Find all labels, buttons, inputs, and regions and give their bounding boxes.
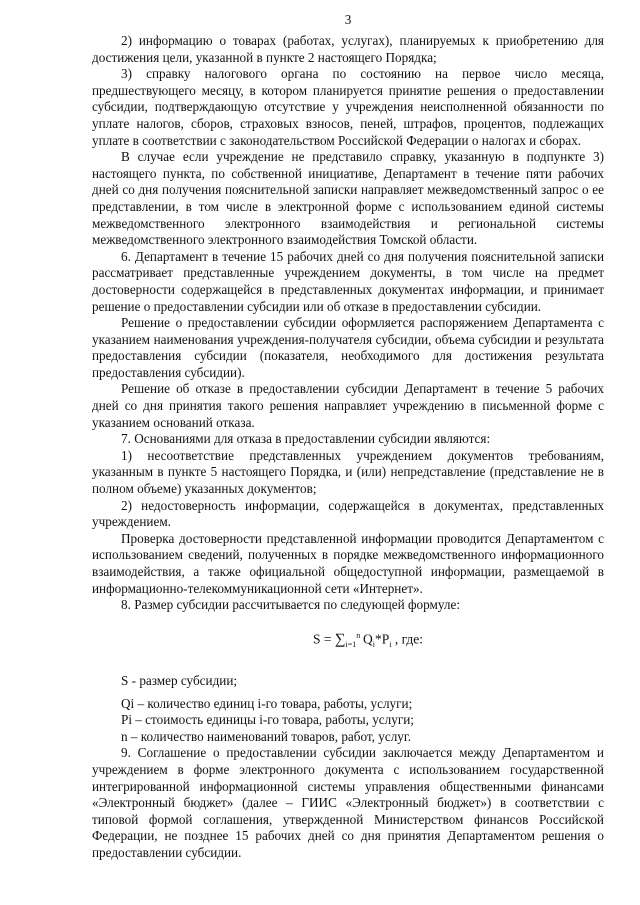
paragraph-decision-grant: Решение о предоставлении субсидии оформляется распоряжением Департамента с указанием наименования учреждения-получателя субсидии, объема субсидии и результата предоставления субсидии (показателя, необходимого для достижения результата предоставления субсидии). — [92, 315, 604, 380]
definition-n: n – количество наименований товаров, работ, услуг. — [121, 728, 412, 744]
page-number: 3 — [344, 12, 352, 27]
paragraph-decision-refusal: Решение об отказе в предоставлении субсидии Департамент в течение 5 рабочих дней со дня принятия такого решения направляет учреждению в письменной форме с указанием оснований отказа. — [92, 381, 604, 430]
paragraph-verification: Проверка достоверности представленной информации проводится Департаментом с использованием сведений, полученных в порядке межведомственного информационного взаимодействия, а также официальной общедоступной информации, размещаемой в информационно-телекоммуникационной сети «Интернет». — [92, 530, 604, 596]
formula-lhs: S = — [312, 631, 335, 647]
formula-term-p-sub: i — [389, 639, 392, 649]
definition-q: Qi – количество единиц i-го товара, работы, услуги; — [121, 695, 413, 711]
subsidy-formula — [132, 626, 604, 655]
paragraph-clause-6: 6. Департамент в течение 15 рабочих дней со дня получения пояснительной записки рассматривает представленные учреждением документы, в том числе на предмет достоверности содержащейся в представленных документах информации, и принимает решение о предоставлении субсидии или об отказе в предоставлении субсидии. — [92, 248, 604, 314]
paragraph-clause-7: 7. Основаниями для отказа в предоставлении субсидии являются: — [121, 431, 491, 447]
definition-p: Pi – стоимость единицы i-го товара, работы, услуги; — [121, 712, 414, 728]
definition-s: S - размер субсидии; — [121, 672, 238, 688]
paragraph-refusal-ground-2: 2) недостоверность информации, содержащейся в документах, представленных учреждением. — [92, 497, 604, 530]
paragraph-interagency-request: В случае если учреждение не представило справку, указанную в подпункте 3) настоящего пункта, по собственной инициативе, Департамент в течение пяти рабочих дней со дня получения пояснительной записки направляет межведомственный запрос о ее представлении, в том числе в электронной форме с использованием единой системы межведомственного электронного взаимодействия и региональной системы межведомственного электронного взаимодействия Томской области. — [92, 149, 604, 248]
formula-sigma: ∑ — [334, 631, 346, 648]
paragraph-refusal-ground-1: 1) несоответствие представленных учреждением документов требованиям, указанным в пункте 5 настоящего Порядка, и (или) непредставление (представление не в полном объеме) указанных документов; — [92, 447, 604, 497]
formula-term-q: Q — [362, 631, 373, 647]
paragraph-clause-8: 8. Размер субсидии рассчитывается по следующей формуле: — [121, 597, 460, 613]
formula-tail: , где: — [391, 631, 424, 647]
formula-term-p: *P — [374, 631, 390, 647]
formula-sigma-sup: n — [356, 630, 361, 640]
formula-term-q-sub: i — [372, 639, 375, 649]
paragraph-clause-9: 9. Соглашение о предоставлении субсидии заключается между Департаментом и учреждением в форме электронного документа с использованием государственной интегрированной информационной системы управления общественными финансами «Электронный бюджет» (далее – ГИИС «Электронный бюджет») в соответствии с типовой формой соглашения, утвержденной Министерством финансов Российской Федерации, не позднее 15 рабочих дней со дня принятия Департаментом решения о предоставлении субсидии. — [92, 745, 604, 860]
paragraph-item-2: 2) информацию о товарах (работах, услугах), планируемых к приобретению для достижения цели, указанной в пункте 2 настоящего Порядка; — [92, 33, 604, 65]
paragraph-item-3: 3) справку налогового органа по состоянию на первое число месяца, предшествующего месяцу, в котором планируется принятие решения о предоставлении субсидии, подтверждающую отсутствие у учреждения неисполненной обязанности по уплате налогов, сборов, страховых взносов, пеней, штрафов, процентов, подлежащих уплате в соответствии с законодательством Российской Федерации о налогах и сборах. — [92, 66, 604, 148]
formula-sigma-sub: i=1 — [345, 639, 357, 649]
